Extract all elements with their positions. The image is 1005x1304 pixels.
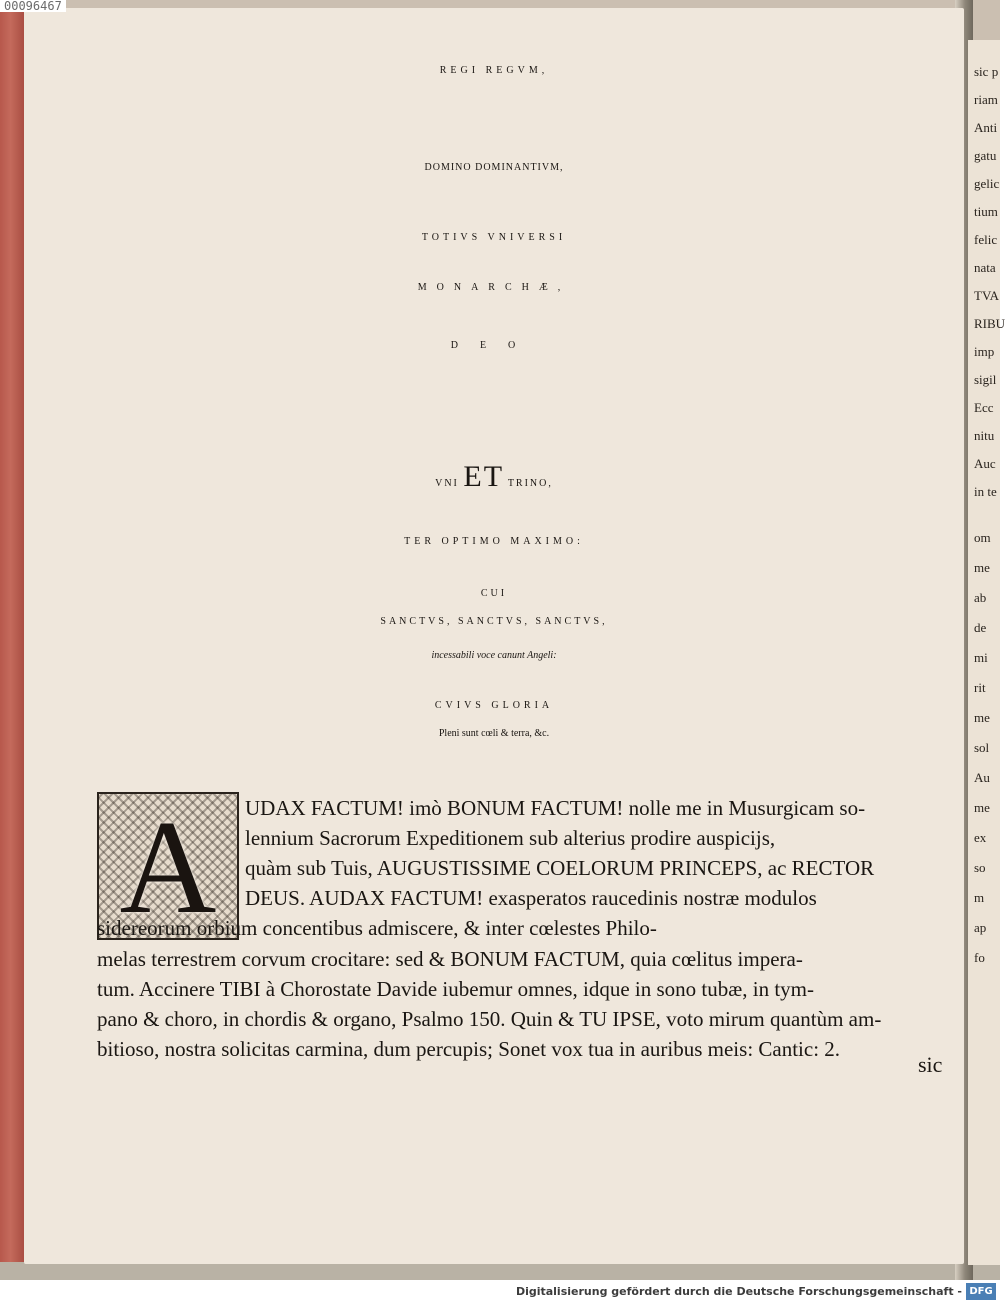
body-line: DEUS. AUDAX FACTUM! exasperatos raucedinis nostræ modulos xyxy=(245,886,817,910)
dfg-logo: DFG xyxy=(966,1283,996,1300)
title-line-6-part-c: TRINO, xyxy=(503,478,553,489)
body-line: pano & choro, in chordis & organo, Psalmo 150. Quin & TU IPSE, voto mirum quantùm am- xyxy=(97,1007,882,1031)
drop-cap-letter: A xyxy=(119,793,217,941)
footer-credit: Digitalisierung gefördert durch die Deutsche Forschungsgemeinschaft - xyxy=(515,1285,962,1298)
facing-page-line: felic xyxy=(974,232,998,247)
facing-page-line: Auc xyxy=(974,456,996,471)
facing-page-line: sigil xyxy=(974,372,997,387)
facing-page-line: ap xyxy=(974,920,987,935)
body-line: melas terrestrem corvum crocitare: sed & BONUM FACTUM, quia cœlitus imperа- xyxy=(97,947,803,971)
book-page xyxy=(24,8,964,1264)
title-line-5: DEO xyxy=(450,340,538,351)
title-line-10: incessabili voce canunt Angeli: xyxy=(431,650,557,661)
facing-page-line: rit xyxy=(974,680,986,695)
body-line: sidereorum orbium concentibus admiscere, & inter cœlestes Philo- xyxy=(97,916,657,940)
title-line-6 xyxy=(24,460,964,494)
facing-page-line: nata xyxy=(974,260,996,275)
book-bottom-edge xyxy=(0,1262,1000,1280)
body-line: bitioso, nostra solicitas carmina, dum percupis; Sonet vox tua in auribus meis: Cantic: 2. xyxy=(97,1037,841,1061)
facing-page-line: imp xyxy=(974,344,995,359)
facing-page-line: Anti xyxy=(974,120,998,135)
title-line-8: CUI xyxy=(480,588,508,599)
body-line: lennium Sacrorum Expeditionem sub alterius prodire auspicijs, xyxy=(245,826,776,850)
title-line-7: TER OPTIMO MAXIMO: xyxy=(404,536,584,547)
facing-page-line: me xyxy=(974,800,990,815)
facing-page-line: sic p xyxy=(974,64,999,79)
facing-page-line: riam xyxy=(974,92,998,107)
body-line: UDAX FACTUM! imò BONUM FACTUM! nolle me in Musurgicam so- xyxy=(245,796,866,820)
title-line-3: TOTIVS VNIVERSI xyxy=(421,232,567,243)
facing-page-line: tium xyxy=(974,204,998,219)
facing-page-line: fo xyxy=(974,950,985,965)
facing-page-line: in te xyxy=(974,484,997,499)
facing-page-line: m xyxy=(974,890,985,905)
facing-page-line: me xyxy=(974,710,990,725)
facing-page-line: mi xyxy=(974,650,988,665)
body-line: quàm sub Tuis, AUGUSTISSIME COELORUM PRINCEPS, ac RECTOR xyxy=(245,856,875,880)
facing-page-line: gatu xyxy=(974,148,997,163)
facing-page-line: ab xyxy=(974,590,987,605)
facing-page-line: de xyxy=(974,620,987,635)
facing-page-line: nitu xyxy=(974,428,995,443)
footer-bar xyxy=(0,1280,1000,1304)
facing-page-line: gelic xyxy=(974,176,1000,191)
title-line-6-part-b: ET xyxy=(463,460,504,493)
facing-page-line: ex xyxy=(974,830,987,845)
facing-page-line: TVA xyxy=(974,288,1000,303)
facing-page-line: Ecc xyxy=(974,400,994,415)
title-line-12: Pleni sunt cœli & terra, &c. xyxy=(438,728,550,739)
title-line-9: SANCTVS, SANCTVS, SANCTVS, xyxy=(380,616,608,627)
body-line: tum. Accinere TIBI à Chorostate Davide iubemur omnes, idque in sono tubæ, in tym- xyxy=(97,977,814,1001)
facing-page xyxy=(968,40,1005,1265)
facing-page-line: Au xyxy=(974,770,990,785)
book-cover-edge xyxy=(0,10,26,1280)
title-line-2: DOMINO DOMINANTIVM, xyxy=(424,162,564,173)
title-line-1: REGI REGVM, xyxy=(439,65,549,76)
facing-page-line: so xyxy=(974,860,986,875)
scan-id: 00096467 xyxy=(0,0,66,12)
facing-page-line: me xyxy=(974,560,990,575)
title-line-4: MONARCHÆ, xyxy=(417,282,571,293)
catchword: sic xyxy=(918,1052,943,1077)
title-line-6-part-a: VNI xyxy=(435,478,464,489)
facing-page-line: RIBU xyxy=(974,316,1005,331)
facing-page-line: om xyxy=(974,530,991,545)
title-line-11: CVIVS GLORIA xyxy=(434,700,554,711)
facing-page-line: sol xyxy=(974,740,990,755)
